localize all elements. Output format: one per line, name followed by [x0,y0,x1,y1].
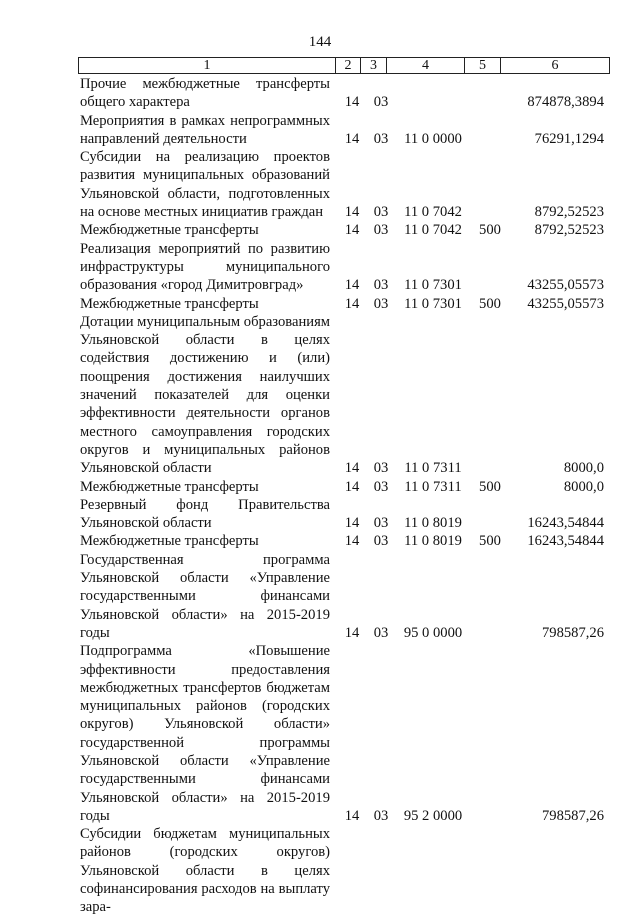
row-section: 14 [344,277,360,294]
row-subsection: 03 [373,478,389,495]
row-amount: 874878,3894 [527,94,604,111]
row-name: Государственная программа Ульяновской области «Управление государственными финансами Ульяновской области» на 2015-2019 годы [80,551,330,641]
row-subsection: 03 [373,533,389,550]
row-target-article: 11 0 7301 [404,277,462,294]
row-section: 14 [344,222,360,239]
table-row [78,496,610,533]
row-name: Дотации муниципальным образованиям Ульяновской области в целях содействия достижению и (или) поощрения достижения наилучших значений показателей для оценки эффективности деятельности органов местного самоуправления городских округов и муниципальных районов Ульяновской области [80,313,331,477]
table-row [78,240,610,295]
row-amount: 798587,26 [541,624,604,641]
row-name: Межбюджетные трансферты [80,222,259,239]
row-subsection: 03 [373,295,389,312]
row-section: 14 [344,295,360,312]
row-section: 14 [344,624,360,641]
table-row [78,478,610,496]
row-amount: 798587,26 [541,807,604,824]
row-name: Подпрограмма «Повышение эффективности предоставления межбюджетных трансфертов бюджетам муниципальных районов (городских округов) Ульяновской области» государственной программы Ульяновской области «Управление государственными финансами Ульяновской области» на 2015-2019 годы [80,643,330,824]
row-expense-type: 500 [479,533,501,550]
header-col-1: 1 [79,58,336,73]
row-amount: 8792,52523 [534,204,604,221]
row-name: Реализация мероприятий по развитию инфраструктуры муниципального образования «город Димитровград» [80,240,330,294]
row-expense-type: 500 [479,295,501,312]
row-subsection: 03 [373,515,389,532]
row-amount: 8792,52523 [534,222,604,239]
table-row [78,75,610,112]
row-target-article: 11 0 7301 [404,295,462,312]
table-row [78,313,610,478]
table-row [78,112,610,149]
row-subsection: 03 [373,277,389,294]
row-name: Резервный фонд Правительства Ульяновской области [80,496,330,532]
row-name: Субсидии бюджетам муниципальных районов (городских округов) Ульяновской области в целях софинансирования расходов на выплату зара- [80,826,330,916]
row-section: 14 [344,807,360,824]
row-amount: 16243,54844 [527,533,604,550]
row-subsection: 03 [373,807,389,824]
row-section: 14 [344,478,360,495]
row-section: 14 [344,460,360,477]
row-amount: 8000,0 [563,460,604,477]
row-target-article: 11 0 8019 [404,533,462,550]
row-target-article: 11 0 8019 [404,515,462,532]
table-header-row [78,57,610,74]
row-amount: 76291,1294 [534,130,604,147]
row-subsection: 03 [373,222,389,239]
row-name: Прочие межбюджетные трансферты общего характера [80,76,330,111]
row-target-article: 11 0 7042 [404,222,462,239]
header-col-6: 6 [551,58,559,73]
row-name: Межбюджетные трансферты [80,533,259,550]
row-subsection: 03 [373,130,389,147]
row-subsection: 03 [373,460,389,477]
row-expense-type: 500 [479,222,501,239]
row-target-article: 11 0 7311 [404,460,462,477]
table-row [78,148,610,221]
row-section: 14 [344,533,360,550]
row-section: 14 [344,94,360,111]
row-name: Межбюджетные трансферты [80,295,259,312]
row-target-article: 95 2 0000 [403,807,463,824]
row-name: Межбюджетные трансферты [80,478,259,495]
page-number: 144 [308,34,332,50]
header-col-3: 3 [361,58,387,73]
row-target-article: 11 0 7311 [404,478,462,495]
row-target-article: 11 0 0000 [404,130,462,147]
row-section: 14 [344,130,360,147]
row-amount: 16243,54844 [527,515,604,532]
row-name: Субсидии на реализацию проектов развития муниципальных образований Ульяновской области, подготовленных на основе местных инициатив граждан [80,149,330,221]
row-target-article: 95 0 0000 [403,624,463,641]
table-row [78,532,610,550]
table-row [78,642,610,825]
row-name: Мероприятия в рамках непрограммных направлений деятельности [80,112,330,147]
row-amount: 43255,05573 [527,277,604,294]
row-expense-type: 500 [479,478,501,495]
table-row [78,295,610,313]
header-col-2: 2 [336,58,361,73]
row-amount: 8000,0 [563,478,604,495]
row-target-article: 11 0 7042 [404,204,462,221]
table-body [78,75,610,917]
row-section: 14 [344,204,360,221]
table-row [78,825,610,916]
table-row [78,221,610,239]
table-row [78,551,610,642]
header-col-4: 4 [387,58,465,73]
row-subsection: 03 [373,204,389,221]
row-subsection: 03 [373,94,389,111]
header-col-5: 5 [465,58,501,73]
budget-table [78,57,610,917]
row-subsection: 03 [373,624,389,641]
row-amount: 43255,05573 [527,295,604,312]
row-section: 14 [344,515,360,532]
